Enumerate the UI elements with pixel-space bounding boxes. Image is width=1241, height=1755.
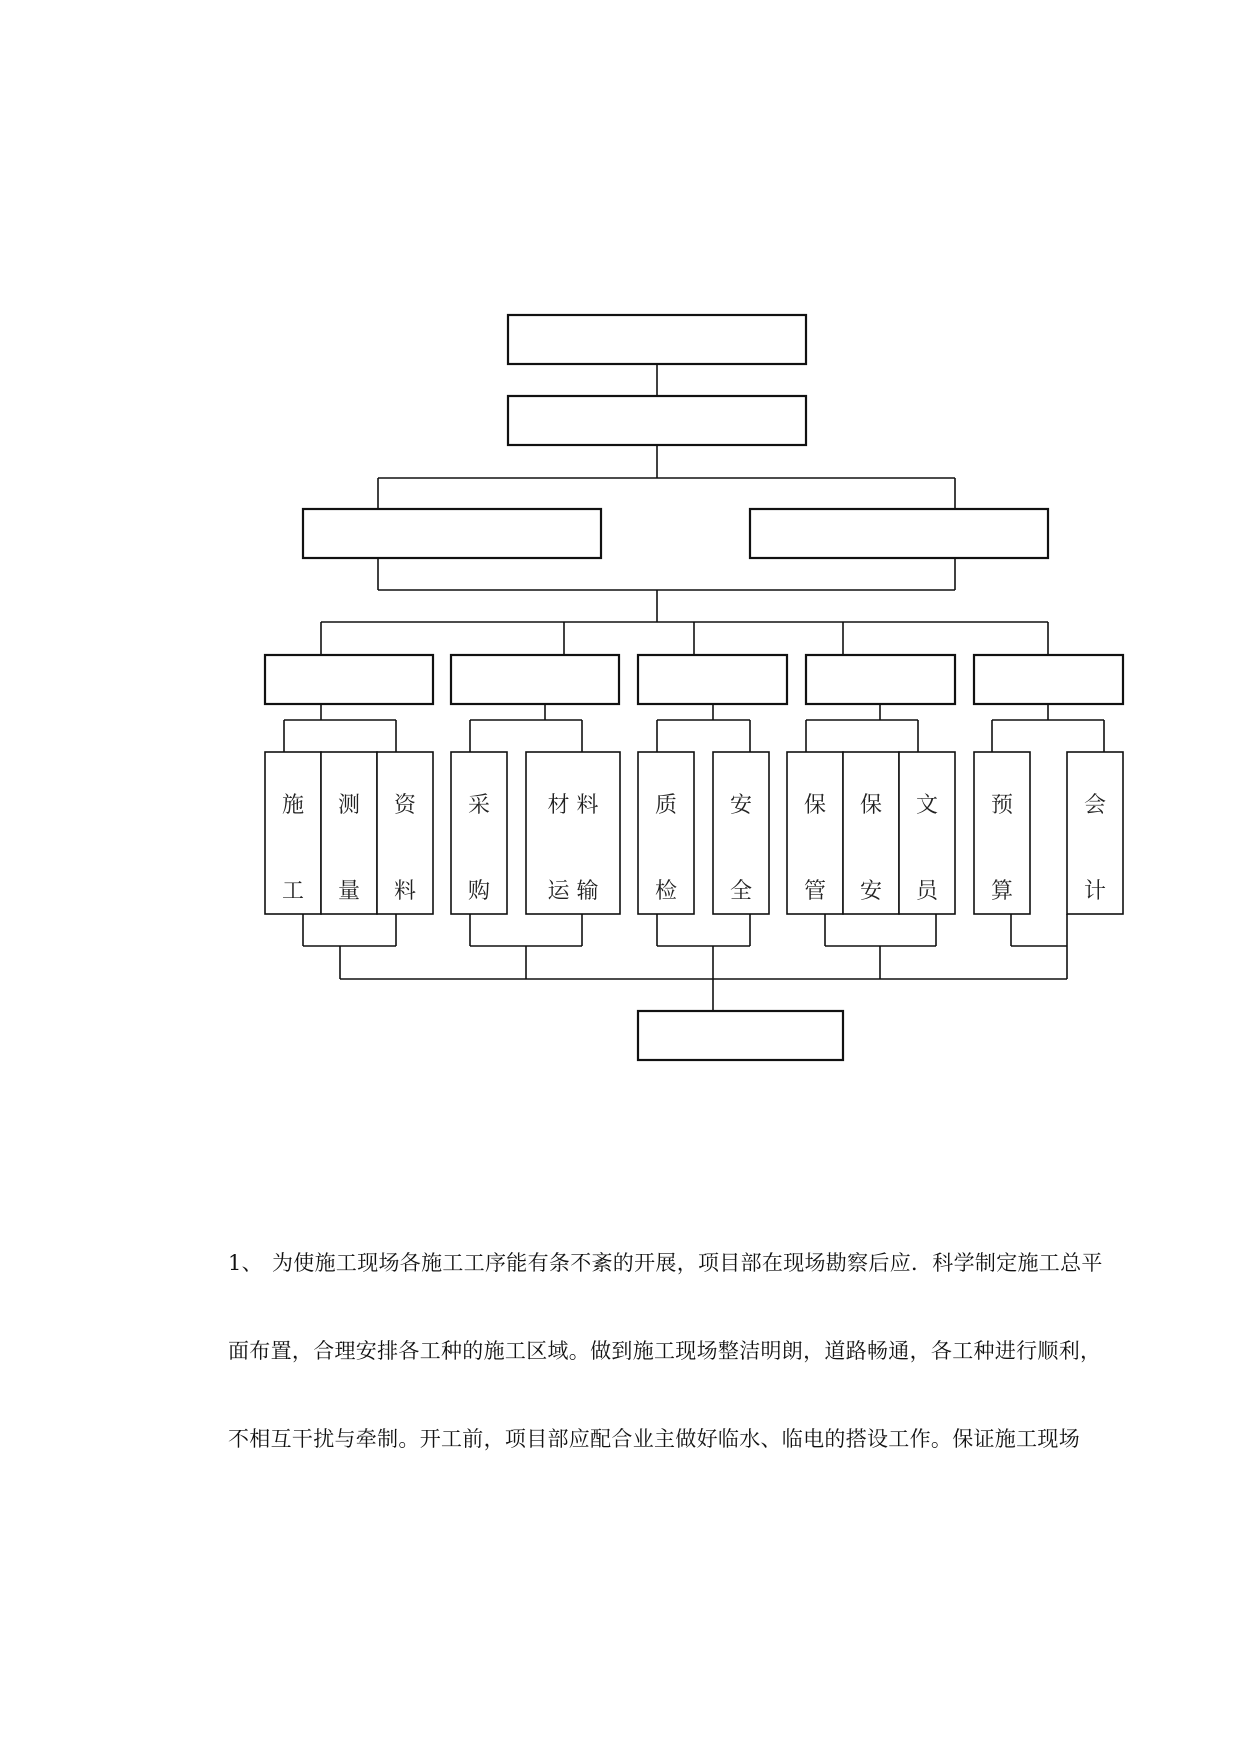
org-unit-label-cailiao-yunshu-1: 材 料: [547, 793, 599, 818]
org-dept-box-5: [974, 655, 1123, 704]
org-unit-group: [265, 752, 1123, 914]
body-paragraph: [228, 1252, 1118, 1516]
org-dept-box-3: [638, 655, 787, 704]
org-unit-label-yusuan-2: 算: [990, 879, 1014, 904]
paragraph-line-3: 不相互干扰与牵制。开工前，项目部应配合业主做好临水、临电的搭设工作。保证施工现场: [228, 1427, 1080, 1451]
org-box-second: [508, 396, 806, 445]
org-unit-label-wenyuan-1: 文: [915, 793, 939, 818]
org-unit-label-baoguan-2: 管: [803, 879, 827, 904]
org-unit-label-kuaiji-1: 会: [1083, 793, 1107, 818]
paragraph-number: 1、: [228, 1251, 263, 1275]
paragraph-text-1: 为使施工现场各施工工序能有条不紊的开展，项目部在现场勘察后应．科学制定施工总平: [272, 1251, 1103, 1275]
org-unit-label-shigong-2: 工: [281, 879, 305, 904]
org-unit-label-zhijian-2: 检: [654, 879, 678, 904]
org-dept-box-1: [265, 655, 433, 704]
org-unit-label-ziliao-1: 资: [393, 793, 417, 818]
org-unit-label-shigong-1: 施: [281, 793, 305, 818]
org-dept-box-2: [451, 655, 619, 704]
org-unit-label-anquan-2: 全: [729, 879, 753, 904]
org-unit-label-anquan-1: 安: [729, 793, 753, 818]
org-unit-label-kuaiji-2: 计: [1083, 879, 1107, 904]
org-box-right-deputy: [750, 509, 1048, 558]
org-unit-label-ziliao-2: 料: [393, 879, 417, 904]
org-unit-label-yusuan-1: 预: [990, 793, 1014, 818]
org-unit-label-baoan-2: 安: [859, 879, 883, 904]
org-unit-label-celiang-1: 测: [337, 793, 361, 818]
org-unit-label-baoan-1: 保: [859, 793, 883, 818]
org-box-top: [508, 315, 806, 364]
org-unit-label-cailiao-yunshu-2: 运 输: [547, 879, 599, 904]
paragraph-line-1: [228, 1252, 1118, 1274]
org-unit-label-wenyuan-2: 员: [915, 879, 939, 904]
org-box-left-deputy: [303, 509, 601, 558]
org-unit-label-caigou-2: 购: [467, 879, 491, 904]
paragraph-line-2: 面布置，合理安排各工种的施工区域。做到施工现场整洁明朗，道路畅通，各工种进行顺利，: [228, 1339, 1102, 1363]
org-box-bottom: [638, 1011, 843, 1060]
org-unit-label-zhijian-1: 质: [654, 793, 678, 818]
org-dept-box-4: [806, 655, 955, 704]
org-unit-label-caigou-1: 采: [467, 793, 491, 818]
org-unit-label-celiang-2: 量: [337, 879, 361, 904]
org-unit-label-baoguan-1: 保: [803, 793, 827, 818]
